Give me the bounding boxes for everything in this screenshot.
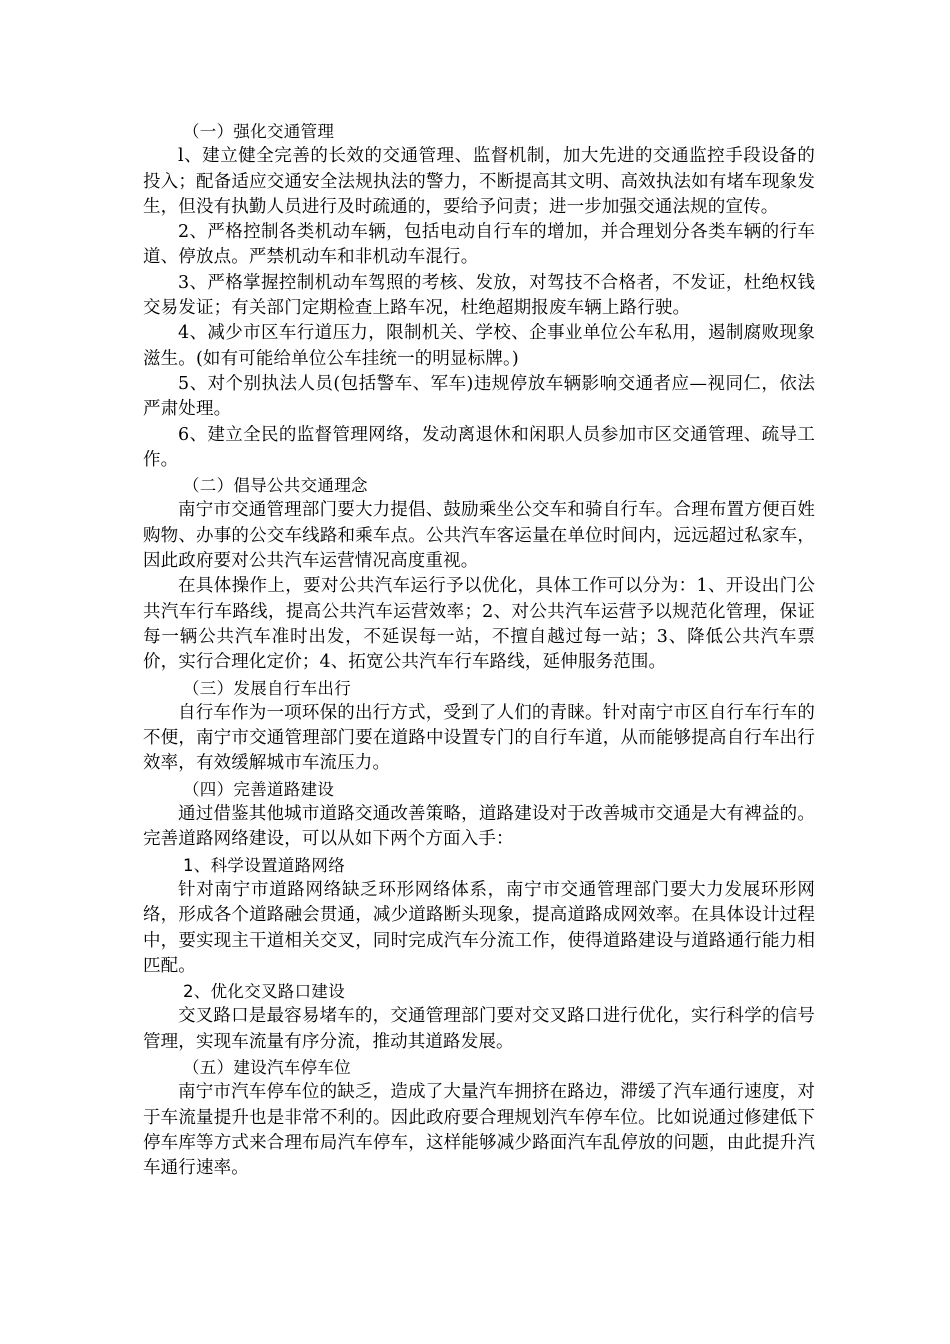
paragraph: l、建立健全完善的长效的交通管理、监督机制，加大先进的交通监控手段设备的投入；配备适应交通安全法规执法的警力，不断提高其文明、高效执法如有堵车现象发生，但没有执勤人员进行及时疏通的，要给予问责；进一步加强交通法规的宣传。 — [143, 146, 815, 217]
section-heading-1: （一）强化交通管理 — [183, 122, 335, 141]
paragraph: 3、严格掌握控制机动车驾照的考核、发放，对驾技不合格者，不发证，杜绝权钱交易发证；有关部门定期检查上路车况，杜绝超期报废车辆上路行驶。 — [143, 272, 815, 319]
subsection-heading-2: 2、优化交叉路口建设 — [183, 982, 345, 1002]
paragraph: 自行车作为一项环保的出行方式，受到了人们的青睐。针对南宁市区自行车行车的不便，南宁市交通管理部门要在道路中设置专门的自行车道，从而能够提高自行车出行效率，有效缓解城市车流压力。 — [143, 702, 815, 774]
paragraph: 交叉路口是最容易堵车的，交通管理部门要对交叉路口进行优化，实行科学的信号管理，实现车流量有序分流，推动其道路发展。 — [143, 1006, 815, 1052]
paragraph: 6、建立全民的监督管理网络，发动离退休和闲职人员参加市区交通管理、疏导工作。 — [143, 424, 815, 470]
paragraph: 2、严格控制各类机动车辆，包括电动自行车的增加，并合理划分各类车辆的行车道、停放点。严禁机动车和非机动车混行。 — [143, 222, 815, 268]
paragraph: 南宁市汽车停车位的缺乏，造成了大量汽车拥挤在路边，滞缓了汽车通行速度，对于车流量提升也是非常不利的。因此政府要合理规划汽车停车位。比如说通过修建低下停车库等方式来合理布局汽车停车，这样能够减少路面汽车乱停放的问题，由此提升汽车通行速率。 — [143, 1082, 815, 1179]
subsection-heading-1: 1、科学设置道路网络 — [183, 855, 345, 875]
paragraph: 通过借鉴其他城市道路交通改善策略，道路建设对于改善城市交通是大有裨益的。完善道路网络建设，可以从如下两个方面入手： — [143, 804, 815, 850]
paragraph: 针对南宁市道路网络缺乏环形网络体系，南宁市交通管理部门要大力发展环形网络，形成各个道路融会贯通，减少道路断头现象，提高道路成网效率。在具体设计过程中，要实现主干道相关交叉，同时完成汽车分流工作，使得道路建设与道路通行能力相匹配。 — [143, 879, 815, 976]
section-heading-3: （三）发展自行车出行 — [183, 678, 351, 698]
document-page — [143, 119, 815, 1181]
section-heading-2: （二）倡导公共交通理念 — [183, 476, 368, 496]
section-heading-5: （五）建设汽车停车位 — [183, 1057, 351, 1077]
paragraph: 南宁市交通管理部门要大力提倡、鼓励乘坐公交车和骑自行车。合理布置方便百姓购物、办事的公交车线路和乘车点。公共汽车客运量在单位时间内，远远超过私家车，因此政府要对公共汽车运营情况高度重视。 — [143, 500, 815, 572]
section-heading-4: （四）完善道路建设 — [183, 779, 335, 799]
paragraph: 5、对个别执法人员(包括警车、军车)违规停放车辆影响交通者应—视同仁，依法严肃处理。 — [143, 373, 815, 420]
paragraph: 4、减少市区车行道压力，限制机关、学校、企事业单位公车私用，遏制腐败现象滋生。(如有可能给单位公车挂统一的明显标牌。) — [143, 323, 815, 369]
paragraph: 在具体操作上，要对公共汽车运行予以优化，具体工作可以分为：1、开设出门公共汽车行车路线，提高公共汽车运营效率；2、对公共汽车运营予以规范化管理，保证每一辆公共汽车准时出发，不延误每一站，不擅自越过每一站；3、降低公共汽车票价，实行合理化定价；4、拓宽公共汽车行车路线，延伸服务范围。 — [143, 576, 815, 673]
